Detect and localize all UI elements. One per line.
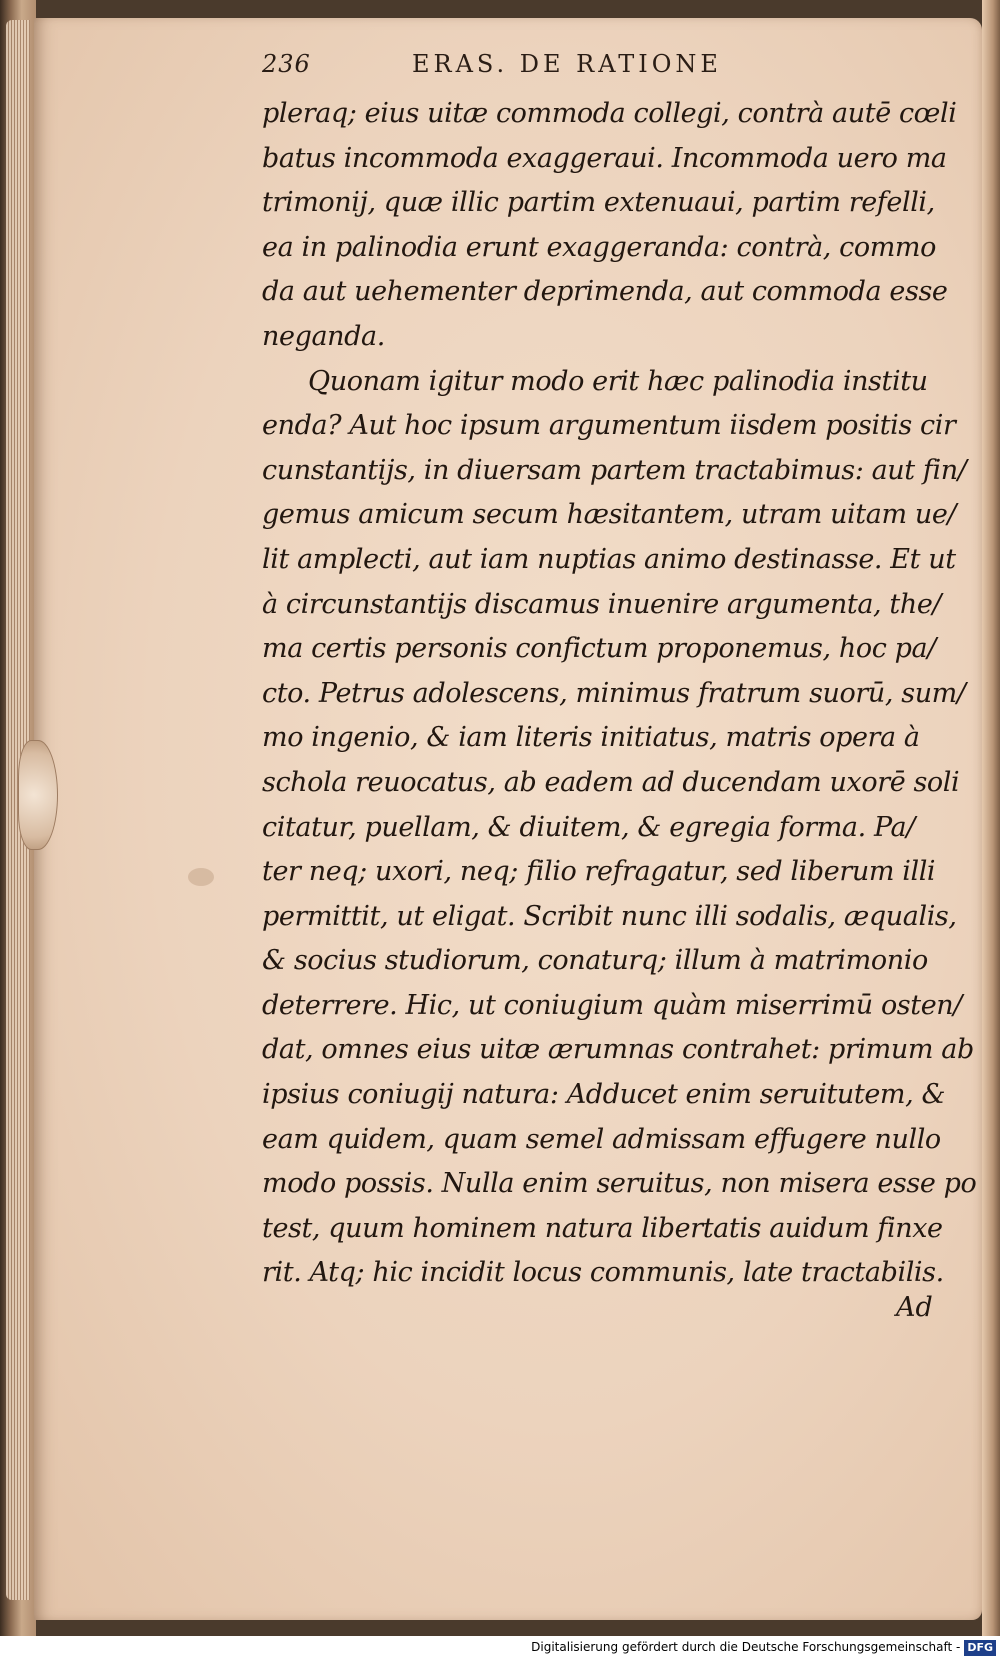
funding-credit: Digitalisierung gefördert durch die Deutsche Forschungsgemeinschaft - [531, 1640, 961, 1654]
text-line: deterrere. Hic, ut coniugium quàm miserrimū osten/ [262, 989, 962, 1021]
dfg-logo: DFG [964, 1640, 996, 1656]
catchword: Ad [896, 1292, 933, 1323]
text-line: schola reuocatus, ab eadem ad ducendam uxorē soli [262, 766, 960, 798]
text-line: mo ingenio, & iam literis initiatus, matris opera à [262, 722, 920, 754]
page-number: 236 [262, 50, 311, 78]
text-line: rit. Atq; hic incidit locus communis, late tractabilis. [262, 1257, 944, 1289]
text-line: pleraq; eius uitæ commoda collegi, contrà autē cœli [262, 98, 957, 129]
text-line: ipsius coniugij natura: Adducet enim seruitutem, & [262, 1079, 946, 1111]
page-fore-edge [982, 0, 1000, 1658]
text-line: eam quidem, quam semel admissam effugere nullo [262, 1123, 941, 1155]
text-line: trimonij, quæ illic partim extenuaui, partim refelli, [262, 187, 935, 219]
running-head [262, 50, 922, 78]
text-line: batus incommoda exaggeraui. Incommoda uero ma [262, 142, 947, 174]
text-line: cto. Petrus adolescens, minimus fratrum suorū, sum/ [262, 677, 966, 709]
text-line: cunstantijs, in diuersam partem tractabimus: aut fin/ [262, 454, 967, 486]
digitization-credit-bar [0, 1636, 1000, 1658]
text-line: modo possis. Nulla enim seruitus, non misera esse po [262, 1168, 977, 1200]
text-line: lit amplecti, aut iam nuptias animo destinasse. Et ut [262, 543, 956, 575]
clasp-shadow [18, 740, 58, 850]
text-line: dat, omnes eius uitæ ærumnas contrahet: primum ab [262, 1034, 974, 1066]
text-line: Quonam igitur modo erit hæc palinodia institu [308, 365, 928, 397]
text-line: enda? Aut hoc ipsum argumentum iisdem positis cir [262, 410, 956, 442]
text-line: permittit, ut eligat. Scribit nunc illi sodalis, æqualis, [262, 900, 957, 932]
text-line: gemus amicum secum hæsitantem, utram uitam ue/ [262, 499, 957, 531]
text-line: ter neq; uxori, neq; filio refragatur, sed liberum illi [262, 856, 936, 888]
text-line: citatur, puellam, & diuitem, & egregia forma. Pa/ [262, 811, 915, 843]
text-line: ma certis personis confictum proponemus, hoc pa/ [262, 633, 936, 665]
text-line: ea in palinodia erunt exaggeranda: contrà, commo [262, 231, 936, 263]
text-line: test, quum hominem natura libertatis auidum finxe [262, 1212, 943, 1244]
text-line: à circunstantijs discamus inuenire argumenta, the/ [262, 588, 942, 620]
text-line: neganda. [262, 320, 385, 352]
text-line: & socius studiorum, conaturq; illum à matrimonio [262, 945, 928, 977]
text-block [262, 92, 977, 1296]
running-title: ERAS. DE RATIONE [412, 50, 722, 78]
paper-stain [188, 868, 214, 886]
text-line: da aut uehementer deprimenda, aut commoda esse [262, 276, 948, 308]
